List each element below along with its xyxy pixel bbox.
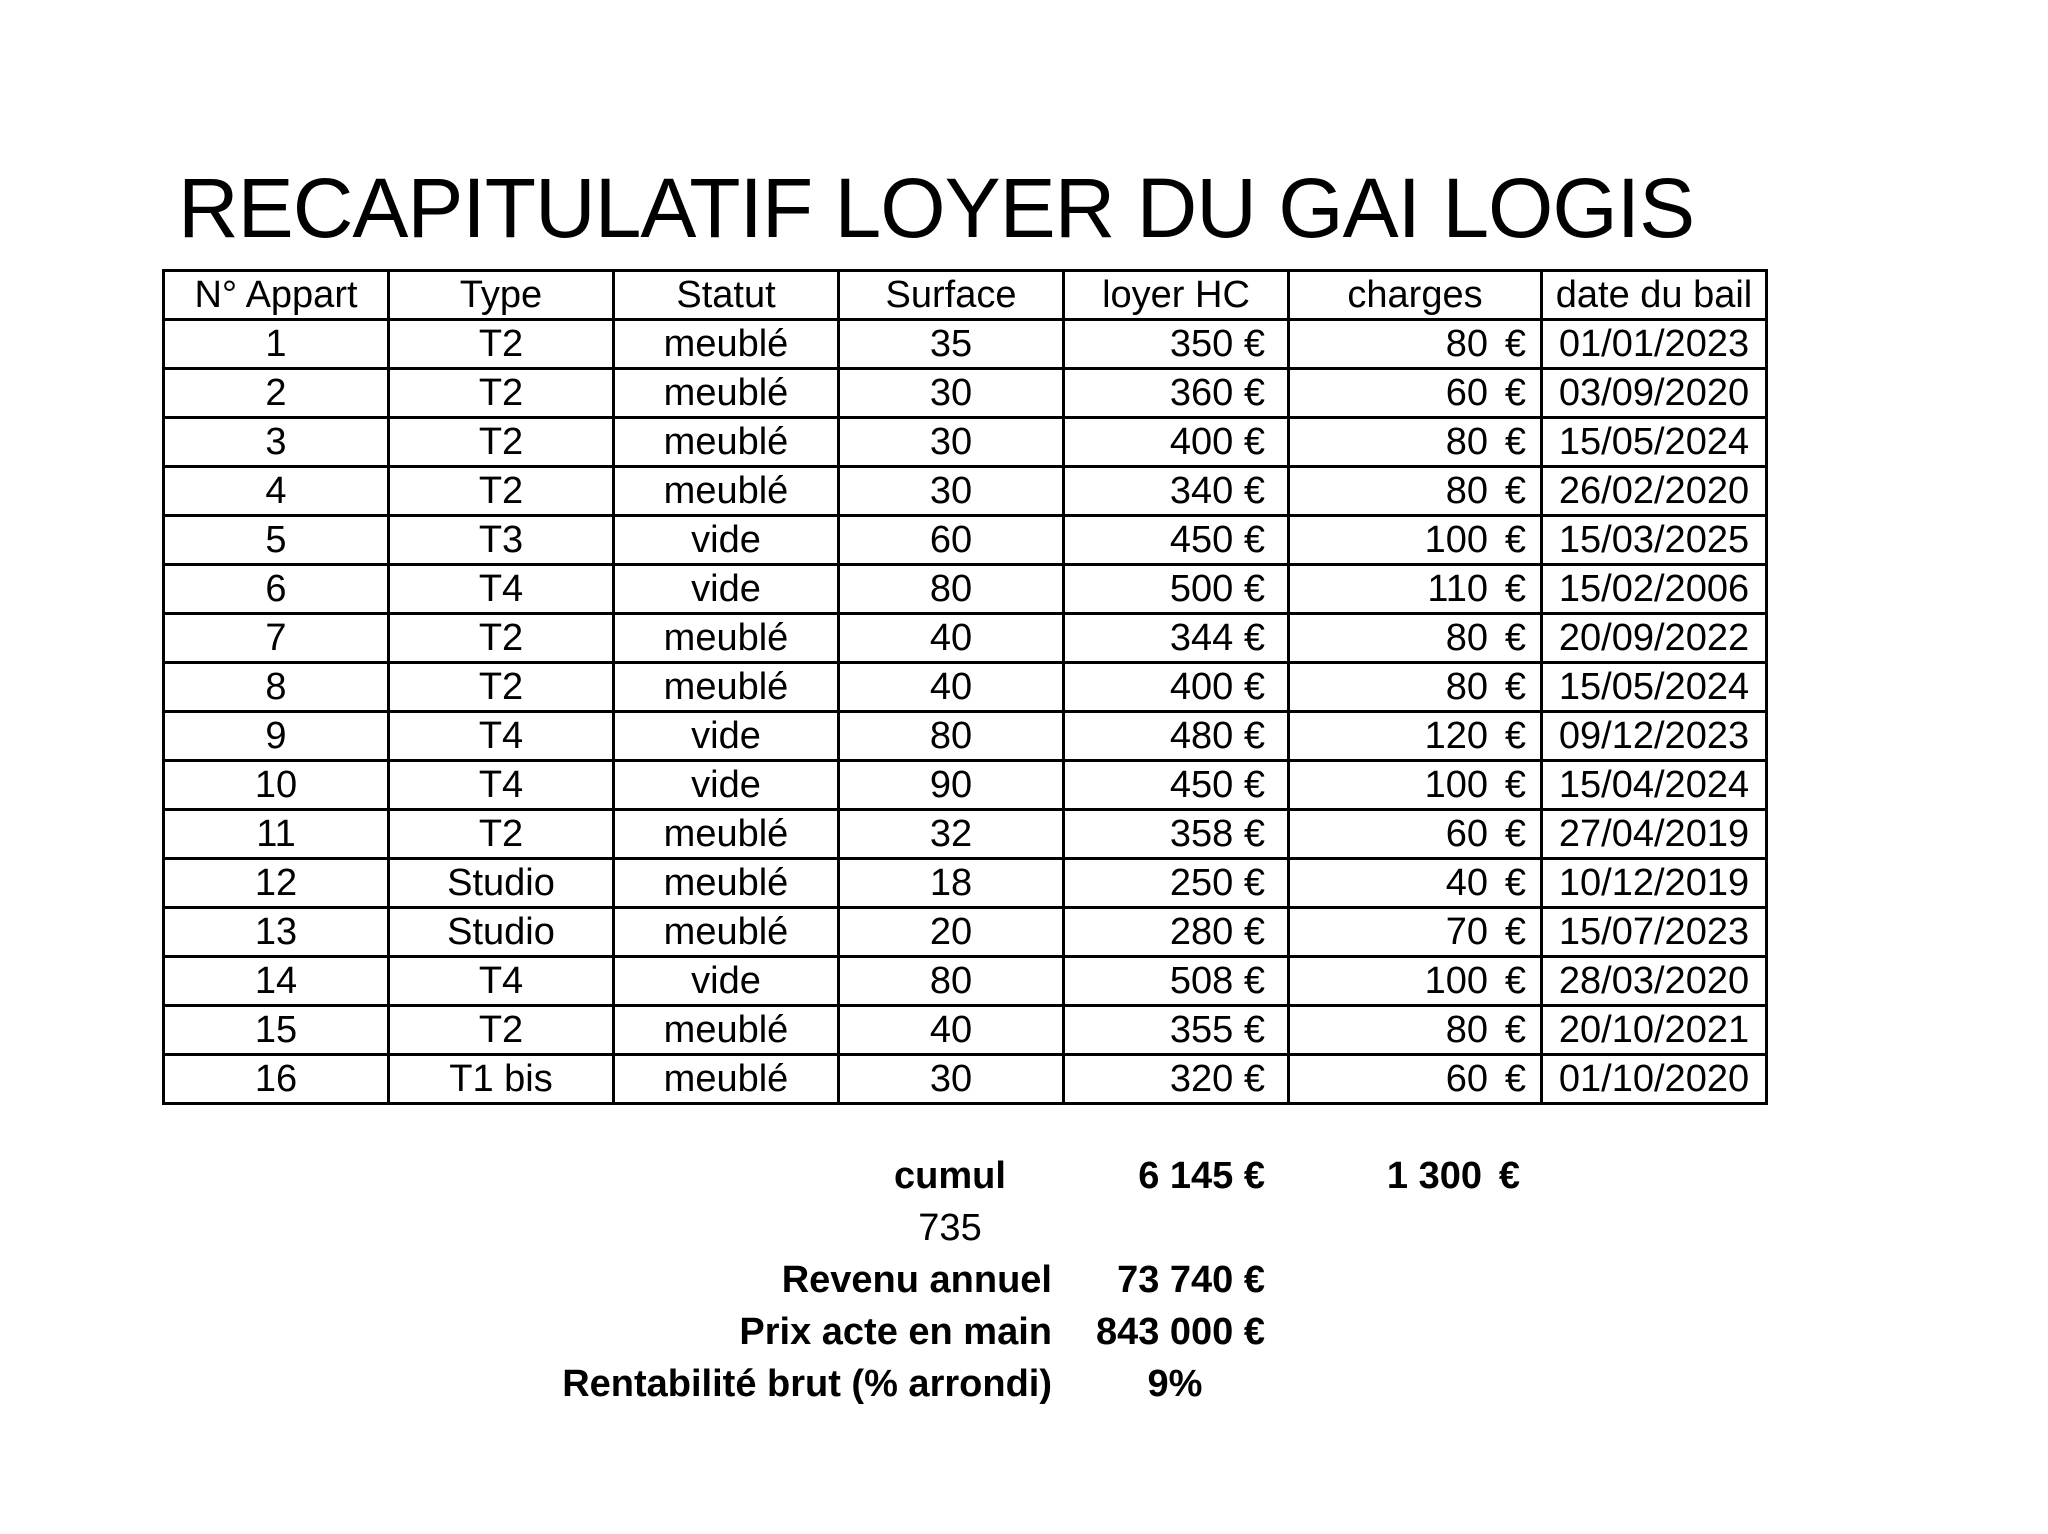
cell-loyer: 280 € [1064, 908, 1289, 957]
charges-currency: € [1504, 665, 1526, 708]
cell-date: 01/10/2020 [1542, 1055, 1767, 1104]
charges-amount: 100 [1424, 518, 1488, 561]
prix-acte-value: 843 000 € [1095, 1311, 1265, 1353]
cell-statut: meublé [614, 810, 839, 859]
cell-type: T4 [389, 712, 614, 761]
cell-charges [1289, 712, 1542, 761]
cell-loyer: 250 € [1064, 859, 1289, 908]
charges-currency: € [1504, 616, 1526, 659]
table-row [164, 908, 1767, 957]
cell-statut: meublé [614, 320, 839, 369]
charges-amount: 70 [1445, 910, 1488, 953]
cell-surface: 40 [839, 1006, 1064, 1055]
revenu-annuel-label: Revenu annuel [781, 1259, 1052, 1301]
cell-loyer: 450 € [1064, 761, 1289, 810]
charges-currency: € [1504, 959, 1526, 1002]
cell-num: 11 [164, 810, 389, 859]
cell-type: T2 [389, 418, 614, 467]
cell-num: 6 [164, 565, 389, 614]
charges-currency: € [1504, 322, 1526, 365]
cell-surface: 40 [839, 663, 1064, 712]
cell-charges [1289, 663, 1542, 712]
cell-loyer: 500 € [1064, 565, 1289, 614]
cumul-loyer: 6 145 € [1138, 1155, 1265, 1197]
cell-type: T4 [389, 565, 614, 614]
charges-amount: 120 [1424, 714, 1488, 757]
charges-amount: 110 [1427, 567, 1488, 610]
cell-num: 14 [164, 957, 389, 1006]
charges-amount: 40 [1445, 861, 1488, 904]
cumul-charges [1290, 1150, 1520, 1202]
cell-num: 9 [164, 712, 389, 761]
cell-date: 20/09/2022 [1542, 614, 1767, 663]
charges-currency: € [1504, 910, 1526, 953]
cell-surface: 80 [839, 712, 1064, 761]
rentabilite-value: 9% [1147, 1363, 1203, 1405]
cell-surface: 90 [839, 761, 1064, 810]
cell-num: 1 [164, 320, 389, 369]
table-row [164, 1055, 1767, 1104]
cell-surface: 30 [839, 418, 1064, 467]
cell-date: 09/12/2023 [1542, 712, 1767, 761]
cell-num: 7 [164, 614, 389, 663]
cell-surface: 80 [839, 565, 1064, 614]
cell-num: 4 [164, 467, 389, 516]
cell-date: 28/03/2020 [1542, 957, 1767, 1006]
cell-surface: 80 [839, 957, 1064, 1006]
cell-surface: 32 [839, 810, 1064, 859]
cell-date: 15/05/2024 [1542, 663, 1767, 712]
cell-type: T2 [389, 467, 614, 516]
cell-charges [1289, 369, 1542, 418]
cell-loyer: 360 € [1064, 369, 1289, 418]
charges-amount: 80 [1445, 616, 1488, 659]
table-row [164, 957, 1767, 1006]
cell-type: T2 [389, 810, 614, 859]
charges-currency: € [1504, 469, 1526, 512]
column-header: date du bail [1542, 271, 1767, 320]
cell-type: Studio [389, 859, 614, 908]
table-row [164, 369, 1767, 418]
cell-loyer: 400 € [1064, 418, 1289, 467]
cell-statut: meublé [614, 1055, 839, 1104]
rentabilite-label: Rentabilité brut (% arrondi) [562, 1363, 1052, 1405]
charges-amount: 80 [1445, 1008, 1488, 1051]
column-header: Type [389, 271, 614, 320]
cell-num: 13 [164, 908, 389, 957]
revenu-annuel-value: 73 740 € [1117, 1259, 1265, 1301]
cell-type: T2 [389, 1006, 614, 1055]
cell-num: 2 [164, 369, 389, 418]
cell-loyer: 350 € [1064, 320, 1289, 369]
cumul-charges-currency: € [1498, 1155, 1520, 1197]
cell-date: 15/05/2024 [1542, 418, 1767, 467]
cell-statut: meublé [614, 663, 839, 712]
cell-num: 5 [164, 516, 389, 565]
table-row [164, 467, 1767, 516]
cell-num: 3 [164, 418, 389, 467]
cell-date: 15/07/2023 [1542, 908, 1767, 957]
table-header-row [164, 271, 1767, 320]
cell-date: 15/03/2025 [1542, 516, 1767, 565]
cell-type: T2 [389, 369, 614, 418]
cell-statut: meublé [614, 859, 839, 908]
cell-type: T3 [389, 516, 614, 565]
cell-date: 15/04/2024 [1542, 761, 1767, 810]
table-row [164, 614, 1767, 663]
cell-date: 03/09/2020 [1542, 369, 1767, 418]
charges-amount: 80 [1445, 665, 1488, 708]
cell-statut: meublé [614, 908, 839, 957]
prix-acte-label: Prix acte en main [739, 1311, 1052, 1353]
cell-surface: 60 [839, 516, 1064, 565]
cell-type: T4 [389, 957, 614, 1006]
cell-surface: 30 [839, 467, 1064, 516]
cell-type: T1 bis [389, 1055, 614, 1104]
cell-type: T2 [389, 614, 614, 663]
table-row [164, 810, 1767, 859]
cell-type: T4 [389, 761, 614, 810]
cell-charges [1289, 565, 1542, 614]
cell-charges [1289, 761, 1542, 810]
table-row [164, 761, 1767, 810]
charges-currency: € [1504, 714, 1526, 757]
charges-amount: 60 [1445, 371, 1488, 414]
cell-loyer: 358 € [1064, 810, 1289, 859]
cell-statut: vide [614, 516, 839, 565]
table-row [164, 565, 1767, 614]
cell-charges [1289, 859, 1542, 908]
cell-loyer: 320 € [1064, 1055, 1289, 1104]
cell-num: 15 [164, 1006, 389, 1055]
table-row [164, 859, 1767, 908]
cell-charges [1289, 1055, 1542, 1104]
cell-date: 27/04/2019 [1542, 810, 1767, 859]
cell-charges [1289, 320, 1542, 369]
cell-charges [1289, 516, 1542, 565]
cell-date: 10/12/2019 [1542, 859, 1767, 908]
cell-statut: vide [614, 712, 839, 761]
cell-statut: vide [614, 565, 839, 614]
column-header: Surface [839, 271, 1064, 320]
cell-loyer: 450 € [1064, 516, 1289, 565]
charges-currency: € [1504, 1057, 1526, 1100]
cell-charges [1289, 810, 1542, 859]
cell-charges [1289, 1006, 1542, 1055]
cell-type: Studio [389, 908, 614, 957]
cell-loyer: 400 € [1064, 663, 1289, 712]
page-title: RECAPITULATIF LOYER DU GAI LOGIS [178, 161, 1695, 255]
cell-date: 01/01/2023 [1542, 320, 1767, 369]
column-header: N° Appart [164, 271, 389, 320]
surface-total: 735 [918, 1207, 982, 1249]
cell-loyer: 355 € [1064, 1006, 1289, 1055]
cell-charges [1289, 614, 1542, 663]
cell-statut: meublé [614, 467, 839, 516]
cell-date: 15/02/2006 [1542, 565, 1767, 614]
charges-amount: 100 [1424, 763, 1488, 806]
charges-amount: 80 [1445, 420, 1488, 463]
charges-amount: 60 [1445, 812, 1488, 855]
charges-currency: € [1504, 1008, 1526, 1051]
cell-surface: 30 [839, 369, 1064, 418]
cumul-charges-amount: 1 300 [1386, 1155, 1482, 1197]
cell-num: 16 [164, 1055, 389, 1104]
charges-amount: 80 [1445, 469, 1488, 512]
cell-charges [1289, 908, 1542, 957]
table-row [164, 1006, 1767, 1055]
cumul-label: cumul [894, 1155, 1006, 1197]
charges-amount: 100 [1424, 959, 1488, 1002]
cell-statut: meublé [614, 369, 839, 418]
column-header: charges [1289, 271, 1542, 320]
table-row [164, 663, 1767, 712]
cell-statut: vide [614, 957, 839, 1006]
rent-table [162, 269, 1768, 1105]
cell-num: 12 [164, 859, 389, 908]
cell-type: T2 [389, 663, 614, 712]
cell-date: 26/02/2020 [1542, 467, 1767, 516]
charges-amount: 80 [1445, 322, 1488, 365]
charges-currency: € [1504, 567, 1526, 610]
cell-statut: meublé [614, 418, 839, 467]
cell-charges [1289, 418, 1542, 467]
cell-date: 20/10/2021 [1542, 1006, 1767, 1055]
cell-num: 10 [164, 761, 389, 810]
table-row [164, 418, 1767, 467]
cell-num: 8 [164, 663, 389, 712]
charges-currency: € [1504, 763, 1526, 806]
cell-type: T2 [389, 320, 614, 369]
table-row [164, 320, 1767, 369]
column-header: loyer HC [1064, 271, 1289, 320]
charges-currency: € [1504, 420, 1526, 463]
cell-loyer: 508 € [1064, 957, 1289, 1006]
charges-amount: 60 [1445, 1057, 1488, 1100]
charges-currency: € [1504, 812, 1526, 855]
cell-surface: 18 [839, 859, 1064, 908]
cell-statut: vide [614, 761, 839, 810]
cell-loyer: 340 € [1064, 467, 1289, 516]
cell-statut: meublé [614, 1006, 839, 1055]
cell-surface: 35 [839, 320, 1064, 369]
cell-charges [1289, 957, 1542, 1006]
charges-currency: € [1504, 518, 1526, 561]
cell-loyer: 480 € [1064, 712, 1289, 761]
column-header: Statut [614, 271, 839, 320]
charges-currency: € [1504, 861, 1526, 904]
cell-charges [1289, 467, 1542, 516]
cell-statut: meublé [614, 614, 839, 663]
table-row [164, 712, 1767, 761]
charges-currency: € [1504, 371, 1526, 414]
cell-loyer: 344 € [1064, 614, 1289, 663]
cell-surface: 30 [839, 1055, 1064, 1104]
table-row [164, 516, 1767, 565]
cell-surface: 40 [839, 614, 1064, 663]
cell-surface: 20 [839, 908, 1064, 957]
